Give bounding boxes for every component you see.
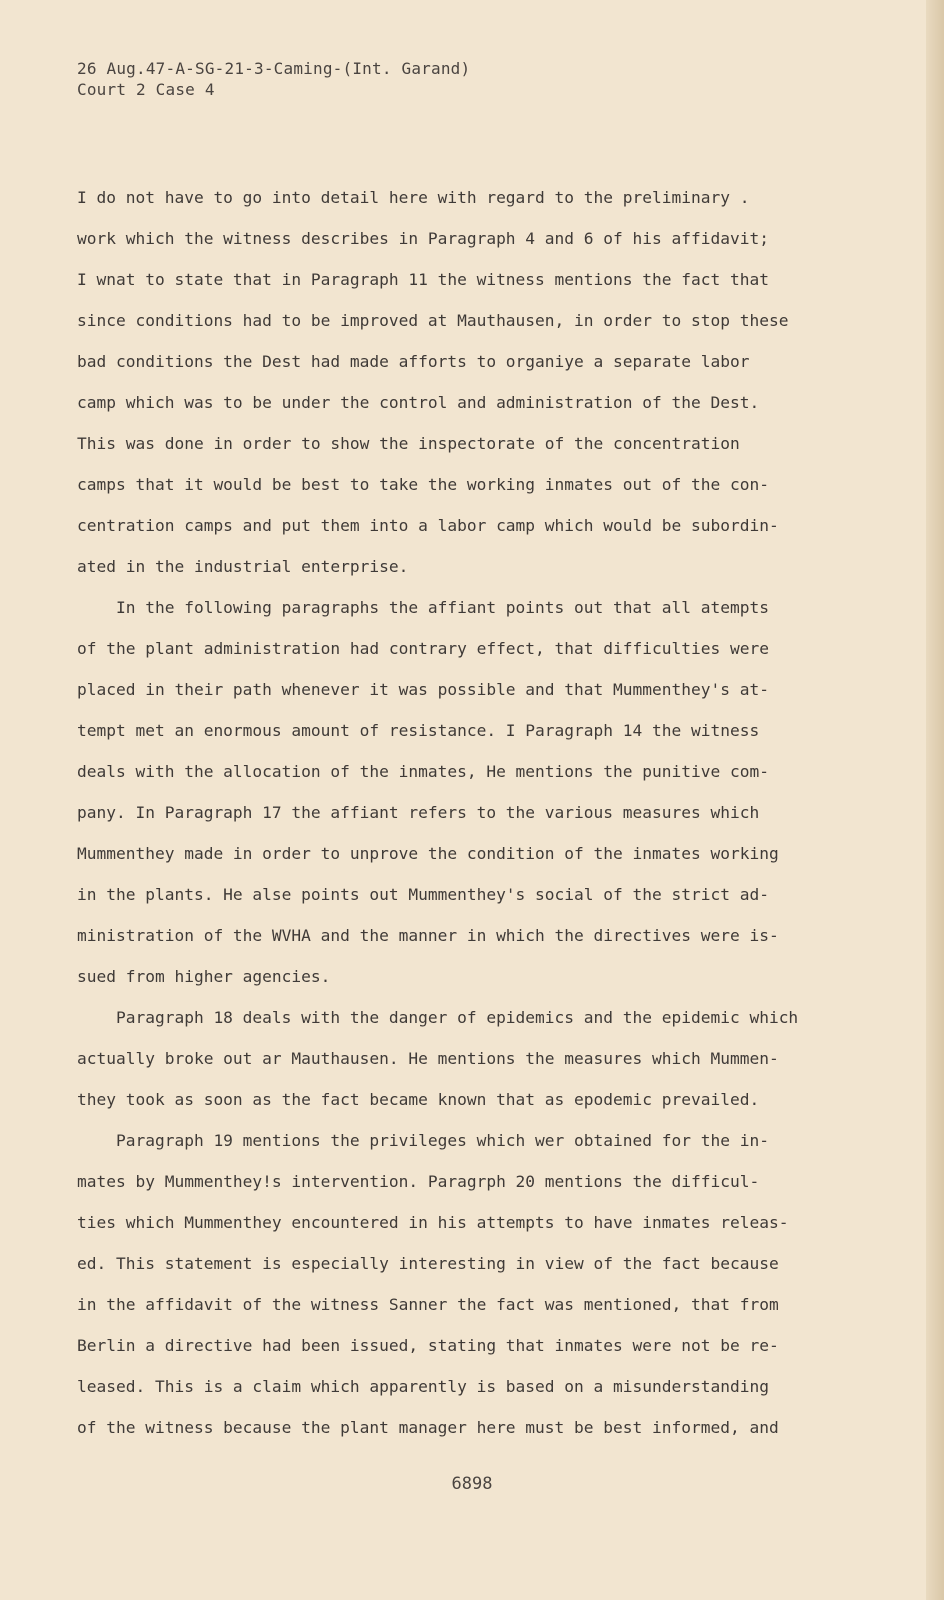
text-line: ministration of the WVHA and the manner in which the directives were is-	[77, 926, 779, 945]
document-body	[77, 177, 847, 1448]
text-line: of the witness because the plant manager here must be best informed, and	[77, 1418, 779, 1437]
text-line: camp which was to be under the control and administration of the Dest.	[77, 393, 760, 412]
text-line: I wnat to state that in Paragraph 11 the witness mentions the fact that	[77, 270, 769, 289]
text-line: mates by Mummenthey!s intervention. Paragrph 20 mentions the difficul-	[77, 1172, 760, 1191]
text-line: ties which Mummenthey encountered in his attempts to have inmates releas-	[77, 1213, 789, 1232]
text-line: Paragraph 18 deals with the danger of epidemics and the epidemic which	[77, 1008, 799, 1027]
text-line: In the following paragraphs the affiant points out that all atempts	[77, 598, 769, 617]
text-line: Mummenthey made in order to unprove the condition of the inmates working	[77, 844, 779, 863]
text-line: pany. In Paragraph 17 the affiant refers to the various measures which	[77, 803, 760, 822]
header-line-1: 26 Aug.47-A-SG-21-3-Caming-(Int. Garand)	[77, 59, 471, 78]
text-line: work which the witness describes in Paragraph 4 and 6 of his affidavit;	[77, 229, 769, 248]
text-line: I do not have to go into detail here with regard to the preliminary .	[77, 188, 750, 207]
text-line: of the plant administration had contrary effect, that difficulties were	[77, 639, 769, 658]
text-line: ed. This statement is especially interesting in view of the fact because	[77, 1254, 779, 1273]
text-line: ated in the industrial enterprise.	[77, 557, 409, 576]
text-line: in the plants. He alse points out Mummenthey's social of the strict ad-	[77, 885, 769, 904]
text-line: camps that it would be best to take the working inmates out of the con-	[77, 475, 769, 494]
text-line: bad conditions the Dest had made afforts to organiye a separate labor	[77, 352, 750, 371]
text-line: in the affidavit of the witness Sanner the fact was mentioned, that from	[77, 1295, 779, 1314]
text-line: leased. This is a claim which apparently is based on a misunderstanding	[77, 1377, 769, 1396]
text-line: sued from higher agencies.	[77, 967, 331, 986]
text-line: Paragraph 19 mentions the privileges which wer obtained for the in-	[77, 1131, 769, 1150]
text-line: This was done in order to show the inspectorate of the concentration	[77, 434, 740, 453]
page-number: 6898	[451, 1474, 493, 1494]
text-line: actually broke out ar Mauthausen. He mentions the measures which Mummen-	[77, 1049, 779, 1068]
text-line: they took as soon as the fact became known that as epodemic prevailed.	[77, 1090, 760, 1109]
text-line: centration camps and put them into a labor camp which would be subordin-	[77, 516, 779, 535]
text-line: placed in their path whenever it was possible and that Mummenthey's at-	[77, 680, 769, 699]
text-line: deals with the allocation of the inmates, He mentions the punitive com-	[77, 762, 769, 781]
text-line: tempt met an enormous amount of resistance. I Paragraph 14 the witness	[77, 721, 760, 740]
header-line-2: Court 2 Case 4	[77, 80, 215, 99]
text-line: since conditions had to be improved at Mauthausen, in order to stop these	[77, 311, 789, 330]
page-edge-shadow	[926, 0, 944, 1600]
document-header	[77, 58, 470, 100]
text-line: Berlin a directive had been issued, stating that inmates were not be re-	[77, 1336, 779, 1355]
